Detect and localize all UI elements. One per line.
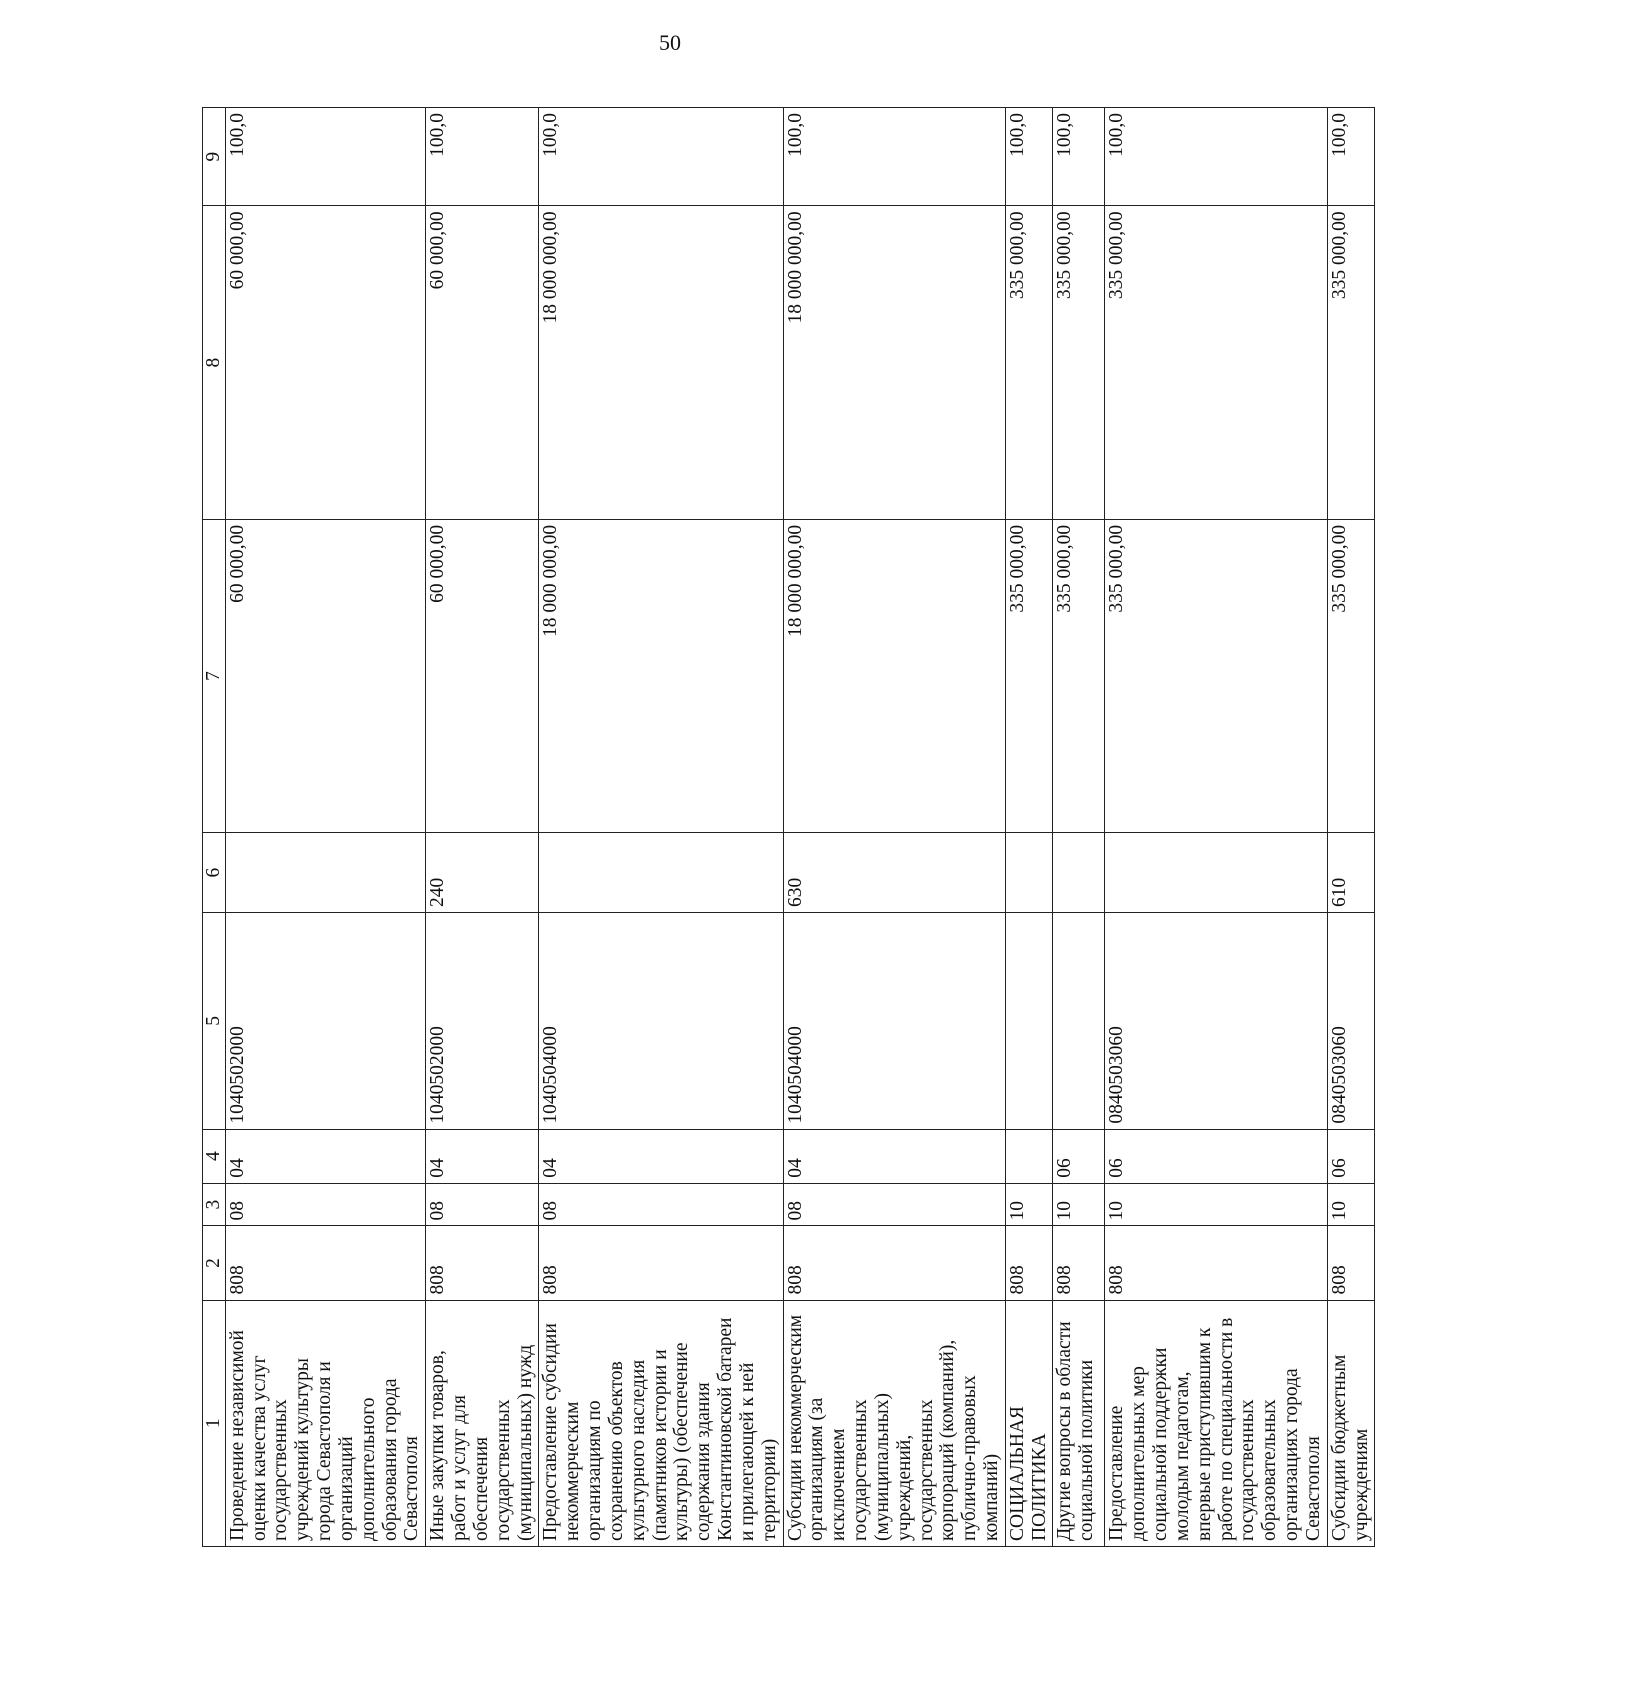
header-col-8: 8	[203, 206, 226, 519]
cell-col-6	[1105, 833, 1327, 913]
cell-col-8: 60 000,00	[426, 206, 539, 519]
cell-col-6	[1005, 833, 1053, 913]
cell-col-9: 100,0	[1105, 108, 1327, 206]
cell-col-2: 808	[1053, 1226, 1105, 1300]
table-row	[1005, 108, 1053, 1547]
cell-col-2: 808	[1005, 1226, 1053, 1300]
header-col-1: 1	[203, 1300, 226, 1546]
cell-col-6: 610	[1327, 833, 1375, 913]
table-rotated	[202, 107, 1372, 1547]
cell-col-4: 06	[1105, 1129, 1327, 1183]
cell-col-9: 100,0	[1327, 108, 1375, 206]
header-col-6: 6	[203, 833, 226, 913]
cell-col-6	[539, 833, 783, 913]
cell-col-7: 335 000,00	[1005, 519, 1053, 832]
cell-col-8: 335 000,00	[1053, 206, 1105, 519]
cell-col-9: 100,0	[539, 108, 783, 206]
cell-col-3: 10	[1105, 1183, 1327, 1226]
budget-table	[202, 107, 1375, 1547]
cell-col-7: 335 000,00	[1053, 519, 1105, 832]
cell-col-8: 335 000,00	[1005, 206, 1053, 519]
row-name: СОЦИАЛЬНАЯ ПОЛИТИКА	[1005, 1300, 1053, 1546]
cell-col-7: 335 000,00	[1327, 519, 1375, 832]
cell-col-7: 18 000 000,00	[783, 519, 1005, 832]
table-header-row	[203, 108, 226, 1547]
cell-col-3: 08	[783, 1183, 1005, 1226]
cell-col-8: 60 000,00	[225, 206, 425, 519]
page-number: 50	[659, 30, 681, 55]
row-name: Предоставление субсидии некоммерческим организациям по сохранению объектов культурного наследия (памятников истории и культуры) (обеспечение содержания здания Константиновской батареи и прилегающей к ней территории)	[539, 1300, 783, 1546]
cell-col-2: 808	[783, 1226, 1005, 1300]
cell-col-5	[1053, 913, 1105, 1130]
cell-col-2: 808	[426, 1226, 539, 1300]
cell-col-4: 04	[539, 1129, 783, 1183]
cell-col-5: 1040502000	[225, 913, 425, 1130]
cell-col-9: 100,0	[225, 108, 425, 206]
header-col-4: 4	[203, 1129, 226, 1183]
cell-col-8: 18 000 000,00	[539, 206, 783, 519]
cell-col-3: 10	[1053, 1183, 1105, 1226]
cell-col-3: 08	[426, 1183, 539, 1226]
cell-col-2: 808	[1105, 1226, 1327, 1300]
table-row	[1105, 108, 1327, 1547]
row-name: Иные закупки товаров, работ и услуг для обеспечения государственных (муниципальных) нужд	[426, 1300, 539, 1546]
table-row	[783, 108, 1005, 1547]
cell-col-8: 335 000,00	[1327, 206, 1375, 519]
cell-col-2: 808	[225, 1226, 425, 1300]
cell-col-7: 335 000,00	[1105, 519, 1327, 832]
cell-col-5: 1040502000	[426, 913, 539, 1130]
table-rotation-frame	[202, 107, 1642, 1541]
cell-col-6	[1053, 833, 1105, 913]
cell-col-2: 808	[1327, 1226, 1375, 1300]
header-col-2: 2	[203, 1226, 226, 1300]
cell-col-9: 100,0	[1005, 108, 1053, 206]
cell-col-5: 1040504000	[539, 913, 783, 1130]
header-col-3: 3	[203, 1183, 226, 1226]
cell-col-5: 0840503060	[1105, 913, 1327, 1130]
header-col-9: 9	[203, 108, 226, 206]
header-col-5: 5	[203, 913, 226, 1130]
cell-col-3: 10	[1005, 1183, 1053, 1226]
row-name: Предоставление дополнительных мер социальной поддержки молодым педагогам, впервые приступившим к работе по специальности в государственных образовательных организациях города Севастополя	[1105, 1300, 1327, 1546]
cell-col-4	[1005, 1129, 1053, 1183]
cell-col-3: 08	[539, 1183, 783, 1226]
cell-col-4: 04	[225, 1129, 425, 1183]
table-row	[1327, 108, 1375, 1547]
row-name: Проведение независимой оценки качества услуг государственных учреждений культуры города Севастополя и организаций дополнительного образования города Севастополя	[225, 1300, 425, 1546]
cell-col-5: 1040504000	[783, 913, 1005, 1130]
row-name: Другие вопросы в области социальной политики	[1053, 1300, 1105, 1546]
cell-col-6: 630	[783, 833, 1005, 913]
cell-col-9: 100,0	[1053, 108, 1105, 206]
cell-col-6	[225, 833, 425, 913]
row-name: Субсидии бюджетным учреждениям	[1327, 1300, 1375, 1546]
cell-col-9: 100,0	[426, 108, 539, 206]
cell-col-7: 60 000,00	[426, 519, 539, 832]
table-row	[1053, 108, 1105, 1547]
cell-col-3: 10	[1327, 1183, 1375, 1226]
row-name: Субсидии некоммерческим организациям (за исключением государственных (муниципальных) учреждений, государственных корпораций (компаний), публично-правовых компаний)	[783, 1300, 1005, 1546]
cell-col-6: 240	[426, 833, 539, 913]
cell-col-8: 18 000 000,00	[783, 206, 1005, 519]
header-col-7: 7	[203, 519, 226, 832]
cell-col-9: 100,0	[783, 108, 1005, 206]
cell-col-5	[1005, 913, 1053, 1130]
table-row	[225, 108, 425, 1547]
cell-col-4: 04	[426, 1129, 539, 1183]
cell-col-4: 04	[783, 1129, 1005, 1183]
table-row	[426, 108, 539, 1547]
table-row	[539, 108, 783, 1547]
cell-col-7: 60 000,00	[225, 519, 425, 832]
cell-col-7: 18 000 000,00	[539, 519, 783, 832]
cell-col-8: 335 000,00	[1105, 206, 1327, 519]
cell-col-4: 06	[1327, 1129, 1375, 1183]
cell-col-4: 06	[1053, 1129, 1105, 1183]
cell-col-3: 08	[225, 1183, 425, 1226]
cell-col-5: 0840503060	[1327, 913, 1375, 1130]
cell-col-2: 808	[539, 1226, 783, 1300]
